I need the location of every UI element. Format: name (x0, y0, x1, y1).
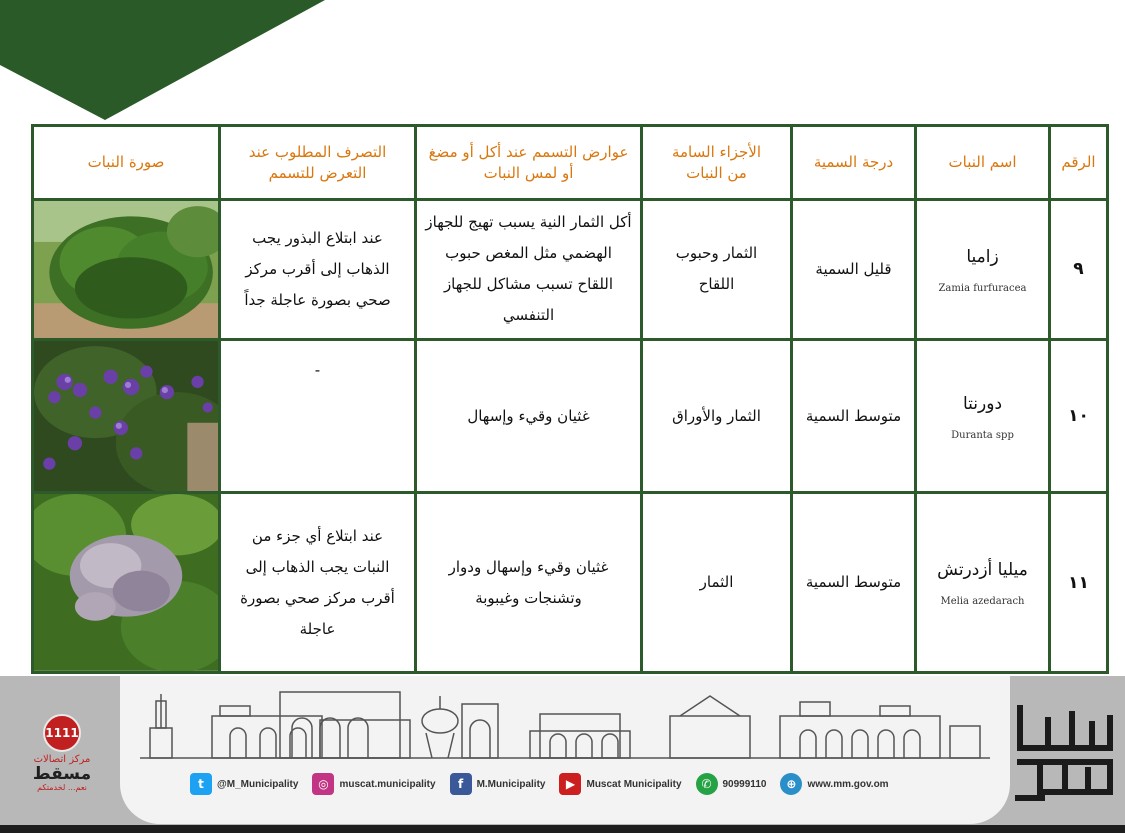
call-center-label: مركز اتصالات (33, 754, 91, 765)
muscat-skyline-illustration (120, 676, 1010, 824)
plant-image-cell (33, 493, 220, 673)
required-action: - (220, 339, 416, 492)
toxic-parts: الثمار وحبوب اللقاح (642, 200, 792, 340)
symptoms: غثيان وقيء وإسهال ودوار وتشنجات وغيبوبة (416, 493, 642, 673)
whatsapp-icon: ✆ (696, 773, 718, 795)
plant-image-cell (33, 339, 220, 492)
zamia-photo (34, 201, 218, 338)
call-center-logo (16, 714, 108, 792)
social-handle: 90999110 (722, 778, 767, 790)
bottom-strip (0, 825, 1125, 833)
header-toxicity: درجة السمية (792, 126, 916, 200)
globe-icon: ⊕ (780, 773, 802, 795)
header-image: صورة النبات (33, 126, 220, 200)
plant-name-cell (916, 493, 1050, 673)
scientific-name: Zamia furfuracea (938, 282, 1027, 294)
social-twitter[interactable] (190, 773, 298, 795)
duranta-photo (34, 341, 218, 491)
twitter-icon: t (190, 773, 212, 795)
social-instagram[interactable] (312, 773, 435, 795)
call-center-name: مسقط (32, 764, 92, 784)
plant-image-cell (33, 200, 220, 340)
social-handle: M.Municipality (476, 778, 546, 790)
table-row (33, 200, 1108, 340)
toxicity-level: قليل السمية (792, 200, 916, 340)
corner-triangle (0, 0, 330, 125)
instagram-icon: ◎ (312, 773, 334, 795)
row-number: ١١ (1050, 493, 1108, 673)
plant-name-cell (916, 339, 1050, 492)
toxicity-level: متوسط السمية (792, 339, 916, 492)
required-action: عند ابتلاع أي جزء من النبات يجب الذهاب إلى أقرب مركز صحي بصورة عاجلة (220, 493, 416, 673)
toxic-parts: الثمار والأوراق (642, 339, 792, 492)
facebook-icon: f (450, 773, 472, 795)
toxicity-level: متوسط السمية (792, 493, 916, 673)
melia-photo (34, 494, 218, 671)
scientific-name: Duranta spp (951, 429, 1014, 441)
social-handle: muscat.municipality (339, 778, 436, 790)
symptoms: أكل الثمار النية يسبب تهيج للجهاز الهضمي مثل المغص حبوب اللقاح تسبب مشاكل للجهاز التنفسي (416, 200, 642, 340)
social-facebook[interactable] (450, 773, 546, 795)
social-links-bar (190, 770, 889, 798)
social-website[interactable] (780, 773, 888, 795)
muscat-municipality-logo (1010, 700, 1120, 805)
social-handle: @M_Municipality (217, 778, 299, 790)
header-plant-name: اسم النبات (916, 126, 1050, 200)
youtube-icon: ▶ (559, 773, 581, 795)
table-row (33, 339, 1108, 492)
table-row (33, 493, 1108, 673)
symptoms: غثيان وقيء وإسهال (416, 339, 642, 492)
social-handle: Muscat Municipality (586, 778, 682, 790)
plant-name: ميليا أزدرتش (937, 560, 1028, 581)
header-toxic-parts: الأجزاء السامة من النبات (642, 126, 792, 200)
toxic-parts: الثمار (642, 493, 792, 673)
plant-name: دورنتا (962, 393, 1003, 414)
required-action: عند ابتلاع البذور يجب الذهاب إلى أقرب مركز صحي بصورة عاجلة جداً (220, 200, 416, 340)
call-center-badge: 1111 (43, 714, 81, 752)
table-header-row (33, 126, 1108, 200)
plant-name-cell (916, 200, 1050, 340)
call-center-slogan: نعم... لخدمتكم (37, 783, 87, 792)
toxic-plants-table (31, 124, 1109, 674)
header-symptoms: عوارض التسمم عند أكل أو مضغ أو لمس النبات (416, 126, 642, 200)
row-number: ١٠ (1050, 339, 1108, 492)
footer (0, 676, 1125, 833)
social-handle: www.mm.gov.om (807, 778, 889, 790)
row-number: ٩ (1050, 200, 1108, 340)
scientific-name: Melia azedarach (940, 596, 1025, 608)
social-youtube[interactable] (559, 773, 681, 795)
footer-panel (120, 676, 1010, 824)
social-whatsapp[interactable] (696, 773, 767, 795)
plant-name: زاميا (966, 246, 999, 267)
header-number: الرقم (1050, 126, 1108, 200)
header-action: التصرف المطلوب عند التعرض للتسمم (220, 126, 416, 200)
